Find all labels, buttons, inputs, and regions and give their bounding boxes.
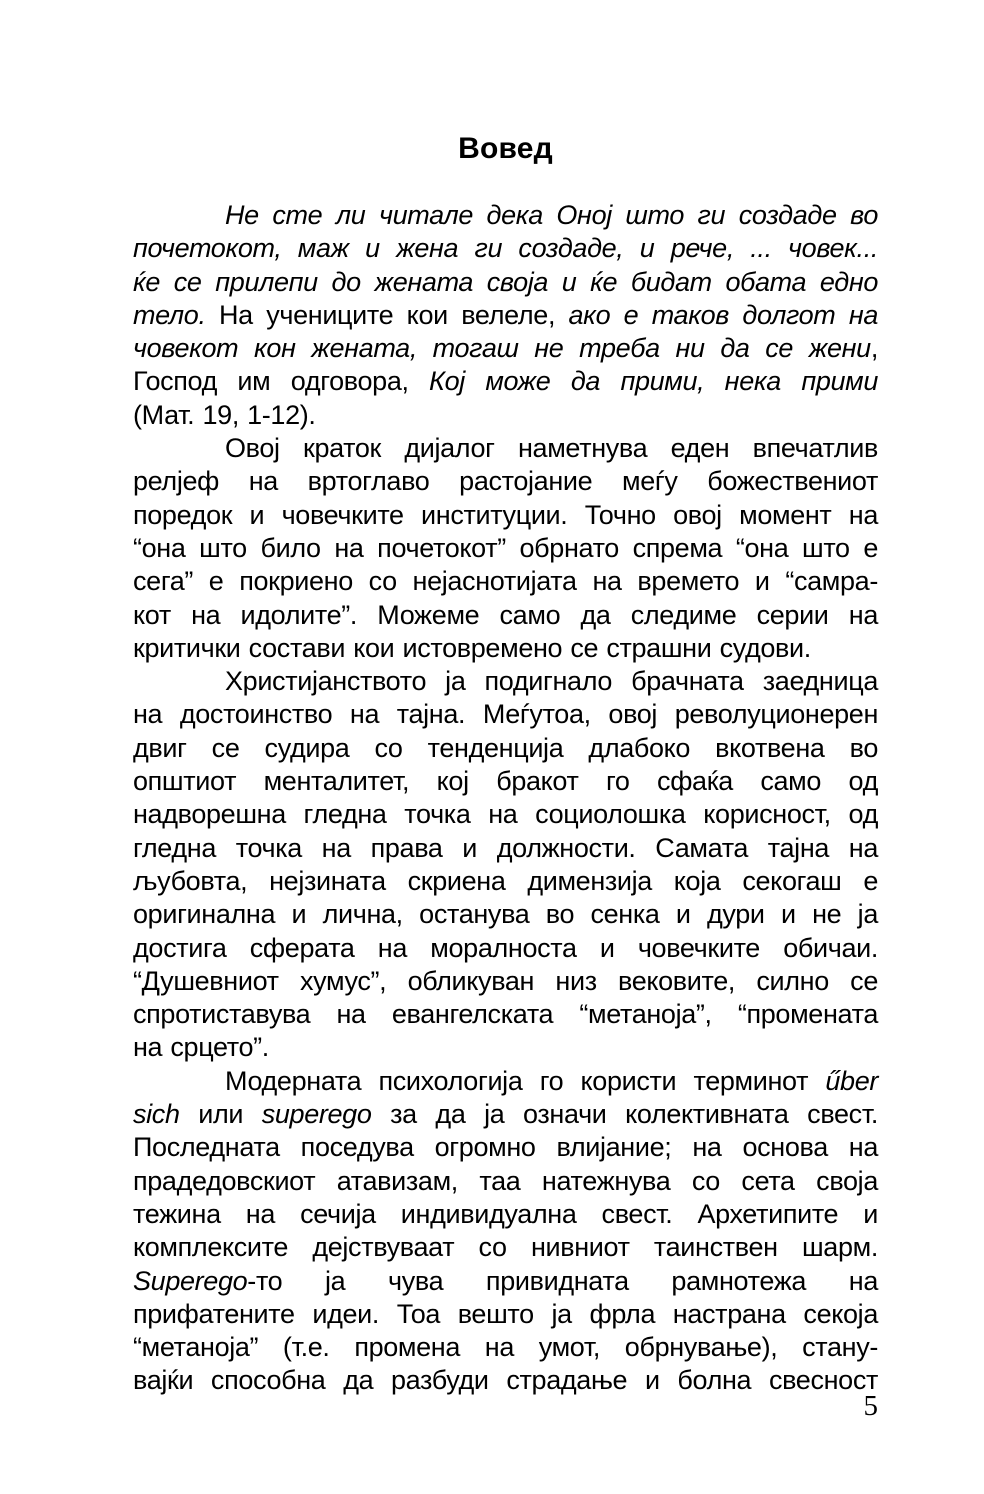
text-run: почетокот, маж и жена ги создаде, и рече, ... човек... <box>133 233 878 264</box>
text-run: релјеф на вртоглаво растојание меѓу божествениот <box>133 466 878 497</box>
text-run: двиг се судира со тенденција длабоко вкотвена во <box>133 732 878 763</box>
text-run: Последната поседува огромно влијание; на основа на <box>133 1132 878 1163</box>
text-line <box>133 1231 878 1264</box>
text-line <box>133 332 878 365</box>
text-run: за да ја означи колективната свест. <box>371 1099 878 1130</box>
text-run: комплексите дејствуваат со нивниот таинствен шарм. <box>133 1232 878 1263</box>
text-run: на достоинство на тајна. Меѓутоа, овој револуционерен <box>133 699 878 730</box>
text-run: sich <box>133 1099 180 1130</box>
text-body <box>133 199 878 1398</box>
text-run: вајќи способна да разбуди страдање и болна свесност <box>133 1365 878 1396</box>
text-line <box>133 599 878 632</box>
text-line <box>133 399 878 432</box>
text-line <box>133 1165 878 1198</box>
text-run: тело. <box>133 299 206 330</box>
text-line <box>133 365 878 398</box>
text-run: љубовта, нејзината скриена димензија која секогаш е <box>133 865 878 896</box>
text-run: -то ја чува привидната рамнотежа на <box>247 1265 878 1296</box>
text-line <box>133 299 878 332</box>
text-run: űber <box>825 1065 878 1096</box>
text-run: човекот кон жената, тогаш не треба ни да се жени <box>133 333 871 364</box>
text-run: сега” е покриено со нејаснотијата на времето и “самра- <box>133 566 878 597</box>
text-run: Не сте ли читале дека Оној што ги создаде во <box>225 200 878 230</box>
text-run: ќе се прилепи до жената своја и ќе бидат обата едно <box>133 266 878 297</box>
text-line <box>133 632 878 665</box>
text-run: На учениците кои велеле, <box>205 299 569 330</box>
text-line <box>133 266 878 299</box>
page-number: 5 <box>863 1390 878 1422</box>
text-run: оригинална и лична, останува во сенка и дури и не ја <box>133 899 878 930</box>
text-run: критички состави кои истовремено се страшни судови. <box>133 632 811 663</box>
text-run: Господ им одговора, <box>133 366 430 397</box>
text-line <box>133 432 878 465</box>
text-line <box>133 898 878 931</box>
page-title: Вовед <box>458 132 553 165</box>
text-line <box>133 998 878 1031</box>
text-line <box>133 732 878 765</box>
text-line <box>133 765 878 798</box>
text-line <box>133 865 878 898</box>
text-run: гледна точка на права и должности. Самата тајна на <box>133 832 878 863</box>
text-line <box>133 798 878 831</box>
text-run: кот на идолите”. Можеме само да следиме серии на <box>133 599 878 630</box>
text-run: “метаноја” (т.е. промена на умот, обрнување), стану- <box>133 1332 878 1363</box>
text-run: Кој може да прими, нека прими <box>429 366 878 397</box>
text-line <box>133 499 878 532</box>
text-line <box>133 532 878 565</box>
text-line <box>133 1298 878 1331</box>
text-run: спротиставува на евангелската “метаноја”, “промената <box>133 999 878 1030</box>
text-line <box>133 1131 878 1164</box>
text-line <box>133 232 878 265</box>
text-line <box>133 1098 878 1131</box>
text-run: поредок и човечките институции. Точно овој момент на <box>133 499 878 530</box>
text-run: superego <box>261 1099 372 1130</box>
text-line <box>133 1265 878 1298</box>
text-run: , <box>870 333 878 364</box>
text-run: тежина на сечија индивидуална свест. Архетипите и <box>133 1198 878 1229</box>
text-run: прадедовскиот атавизам, таа натежнува со сета своја <box>133 1165 878 1196</box>
text-run: прифатените идеи. Тоа вешто ја фрла настрана секоја <box>133 1298 878 1329</box>
text-run: “она што било на почетокот” обрнато спрема “она што е <box>133 532 878 563</box>
text-run: достига сферата на моралноста и човечките обичаи. <box>133 932 878 963</box>
text-line <box>133 199 878 232</box>
text-line <box>133 1331 878 1364</box>
text-run: Овој краток дијалог наметнува еден впечатлив <box>225 433 878 464</box>
text-line <box>133 1065 878 1098</box>
text-line <box>133 932 878 965</box>
text-line <box>133 965 878 998</box>
text-line <box>133 465 878 498</box>
text-run: (Мат. 19, 1-12). <box>133 399 316 430</box>
text-run: на срцето”. <box>133 1032 269 1063</box>
text-run: или <box>179 1099 262 1130</box>
text-run: Superego <box>133 1265 248 1296</box>
text-line <box>133 1031 878 1064</box>
text-run: Христијанството ја подигнало брачната заедница <box>225 666 878 697</box>
text-run: надворешна гледна точка на социолошка корисност, од <box>133 799 878 830</box>
text-run: “Душевниот хумус”, обликуван низ вековите, силно се <box>133 965 878 996</box>
text-line <box>133 565 878 598</box>
text-line <box>133 698 878 731</box>
text-line <box>133 665 878 698</box>
text-run: Модерната психологија го користи терминот <box>225 1065 826 1096</box>
text-line <box>133 1198 878 1231</box>
text-line <box>133 832 878 865</box>
text-run: општиот менталитет, кој бракот го сфаќа само од <box>133 766 878 797</box>
text-run: ако е таков долгот на <box>568 299 878 330</box>
